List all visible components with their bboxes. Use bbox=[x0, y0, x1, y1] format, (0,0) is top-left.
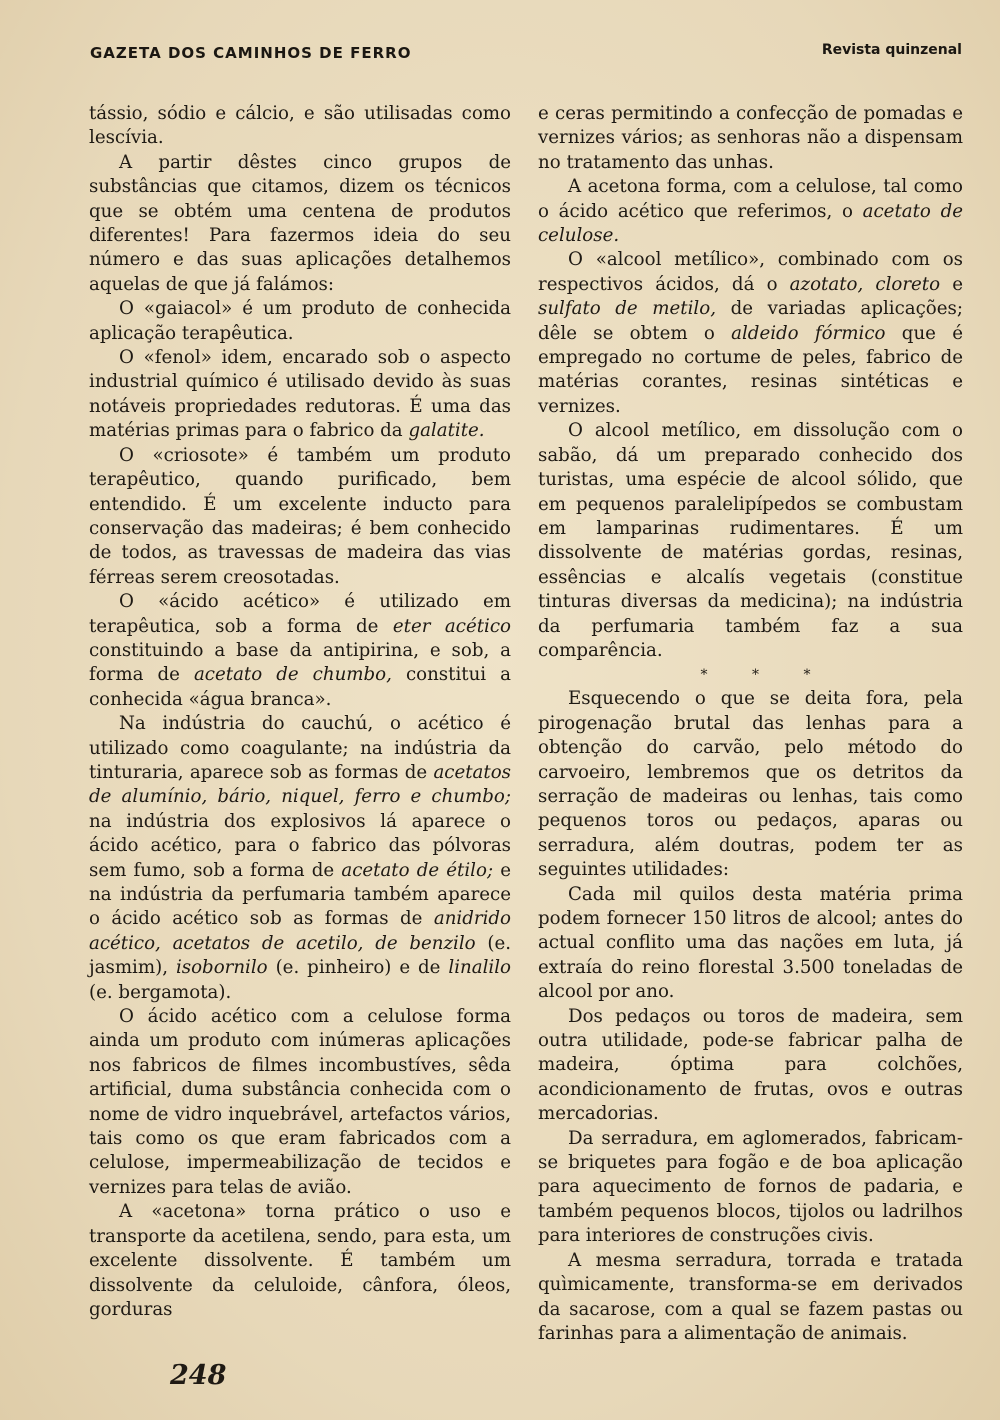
paragraph: tássio, sódio e cálcio, e são utilisadas como lescívia. bbox=[89, 103, 511, 149]
text-run: (e. pinheiro) e de bbox=[267, 957, 449, 979]
text-run: O «alcool metílico», combinado com os respectivos ácidos, dá o bbox=[538, 249, 963, 295]
paragraph: Cada mil quilos desta matéria prima podem fornecer 150 litros de alcool; antes do actual conflito uma das nações em luta, já extraía do reino florestal 3.500 toneladas de alcool por ano. bbox=[538, 883, 963, 1003]
text-run: na indústria dos explosivos lá aparece o ácido acético, para o fabrico das pólvoras sem fumo, sob a forma de bbox=[89, 810, 511, 881]
paragraph bbox=[89, 590, 511, 712]
journal-subtitle: Revista quinzenal bbox=[821, 42, 962, 58]
paragraph: O «criosote» é também um produto terapêutico, quando purificado, bem entendido. É um excelente inducto para conservação das madeiras; é bem conhecido de todos, as travessas de madeira das vias férreas serem creosotadas. bbox=[89, 444, 511, 588]
paragraph: O alcool metílico, em dissolução com o sabão, dá um preparado conhecido dos turistas, uma espécie de alcool sólido, que em pequenos paralelipípedos se combustam em lamparinas rudimentares. É um dissolvente de matérias gordas, resinas, essências e alcalís vegetais (constitue tinturas diversas da medicina); na indústria da perfumaria também faz a sua comparência. bbox=[538, 420, 963, 661]
paragraph bbox=[89, 346, 511, 444]
italic-term: acetato de étilo; bbox=[341, 859, 494, 881]
paragraph: O «gaiacol» é um produto de conhecida aplicação terapêutica. bbox=[89, 298, 511, 344]
text-run: (e. jasmim), bbox=[89, 932, 512, 979]
text-run: de variadas aplicações; dêle se obtem o bbox=[538, 298, 963, 344]
paragraph: O ácido acético com a celulose forma ainda um produto com inúmeras aplicações nos fabricos de filmes incombustíves, sêda artificial, duma substância conhecida com o nome de vidro inquebrável, artefactos vários, tais como os que eram fabricados com a celulose, impermeabilização de tecidos e vernizes para telas de avião. bbox=[89, 1006, 511, 1198]
left-column bbox=[89, 102, 511, 1322]
italic-term: acetatos de alumínio, bário, niquel, ferro e chumbo; bbox=[89, 761, 511, 808]
text-run: que é empregado no cortume de peles, fabrico de matérias corantes, resinas sintéticas e vernizes. bbox=[538, 322, 963, 417]
text-run: A acetona forma, com a celulose, tal como o ácido acético que referimos, o bbox=[538, 176, 963, 222]
text-run: O «fenol» idem, encarado sob o aspecto industrial químico é utilisado devido às suas notáveis propriedades redutoras. É uma das matérias primas para o fabrico da bbox=[89, 347, 511, 442]
italic-term: anidrido acético, acetatos de acetilo, de benzilo bbox=[89, 908, 511, 954]
italic-term: acetato de chumbo, bbox=[193, 664, 392, 686]
italic-term: linalilo bbox=[448, 957, 511, 979]
text-run: constituindo a base da antipirina, e sob, a forma de bbox=[89, 639, 511, 686]
paragraph bbox=[538, 248, 963, 419]
text-run: O «ácido acético» é utilizado em terapêutica, sob a forma de bbox=[89, 591, 511, 637]
italic-term: aldeido fórmico bbox=[731, 322, 886, 344]
paragraph: A partir dêstes cinco grupos de substâncias que citamos, dizem os técnicos que se obtém uma centena de produtos diferentes! Para fazermos ideia do seu número e das suas aplicações detalhemos aquelas de que já falámos: bbox=[89, 151, 511, 295]
italic-term: isobornilo bbox=[175, 957, 268, 979]
paragraph bbox=[538, 175, 963, 248]
paragraph: Da serradura, em aglomerados, fabricam-se briquetes para fogão e de boa aplicação para aquecimento de fornos de padaria, e também pequenos blocos, tijolos ou ladrilhos para interiores de construções civis. bbox=[538, 1127, 963, 1247]
section-separator: * * * bbox=[700, 667, 831, 684]
text-run: Na indústria do cauchú, o acético é utilizado como coagulante; na indústria da tinturaria, aparece sob as formas de bbox=[89, 713, 511, 783]
text-run: e bbox=[940, 273, 963, 295]
text-run: e na indústria da perfumaria também aparece o ácido acético sob as formas de bbox=[89, 859, 511, 930]
italic-term: sulfato de metilo, bbox=[538, 298, 716, 320]
paragraph bbox=[89, 712, 511, 1005]
paragraph: A mesma serradura, torrada e tratada quìmicamente, transforma-se em derivados da sacarose, com a qual se fazem pastas ou farinhas para a alimentação de animais. bbox=[538, 1249, 963, 1344]
italic-term: galatite. bbox=[408, 420, 485, 442]
paragraph: e ceras permitindo a confecção de pomadas e vernizes vários; as senhoras não a dispensam no tratamento das unhas. bbox=[538, 103, 963, 173]
italic-term: eter acético bbox=[392, 615, 511, 637]
italic-term: acetato de celulose. bbox=[538, 200, 963, 247]
right-column bbox=[538, 102, 963, 1346]
page-number: 248 bbox=[170, 1360, 227, 1391]
journal-title: GAZETA DOS CAMINHOS DE FERRO bbox=[90, 44, 412, 62]
paragraph: A «acetona» torna prático o uso e transporte da acetilena, sendo, para esta, um excelente dissolvente. É também um dissolvente da celuloide, cânfora, óleos, gorduras bbox=[89, 1201, 511, 1320]
paragraph: Dos pedaços ou toros de madeira, sem outra utilidade, pode-se fabricar palha de madeira, óptima para colchões, acondicionamento de frutas, ovos e outras mercadorias. bbox=[538, 1005, 963, 1125]
text-run: constitui a conhecida «água branca». bbox=[89, 664, 511, 710]
paragraph: Esquecendo o que se deita fora, pela pirogenação brutal das lenhas para a obtenção do carvão, pelo método do carvoeiro, lembremos que os detritos da serração de madeiras ou lenhas, tais como pequenos toros ou pedaços, aparas ou serradura, além doutras, podem ter as seguintes utilidades: bbox=[538, 688, 963, 881]
italic-term: azotato, cloreto bbox=[789, 273, 941, 295]
text-run: (e. bergamota). bbox=[89, 981, 232, 1003]
